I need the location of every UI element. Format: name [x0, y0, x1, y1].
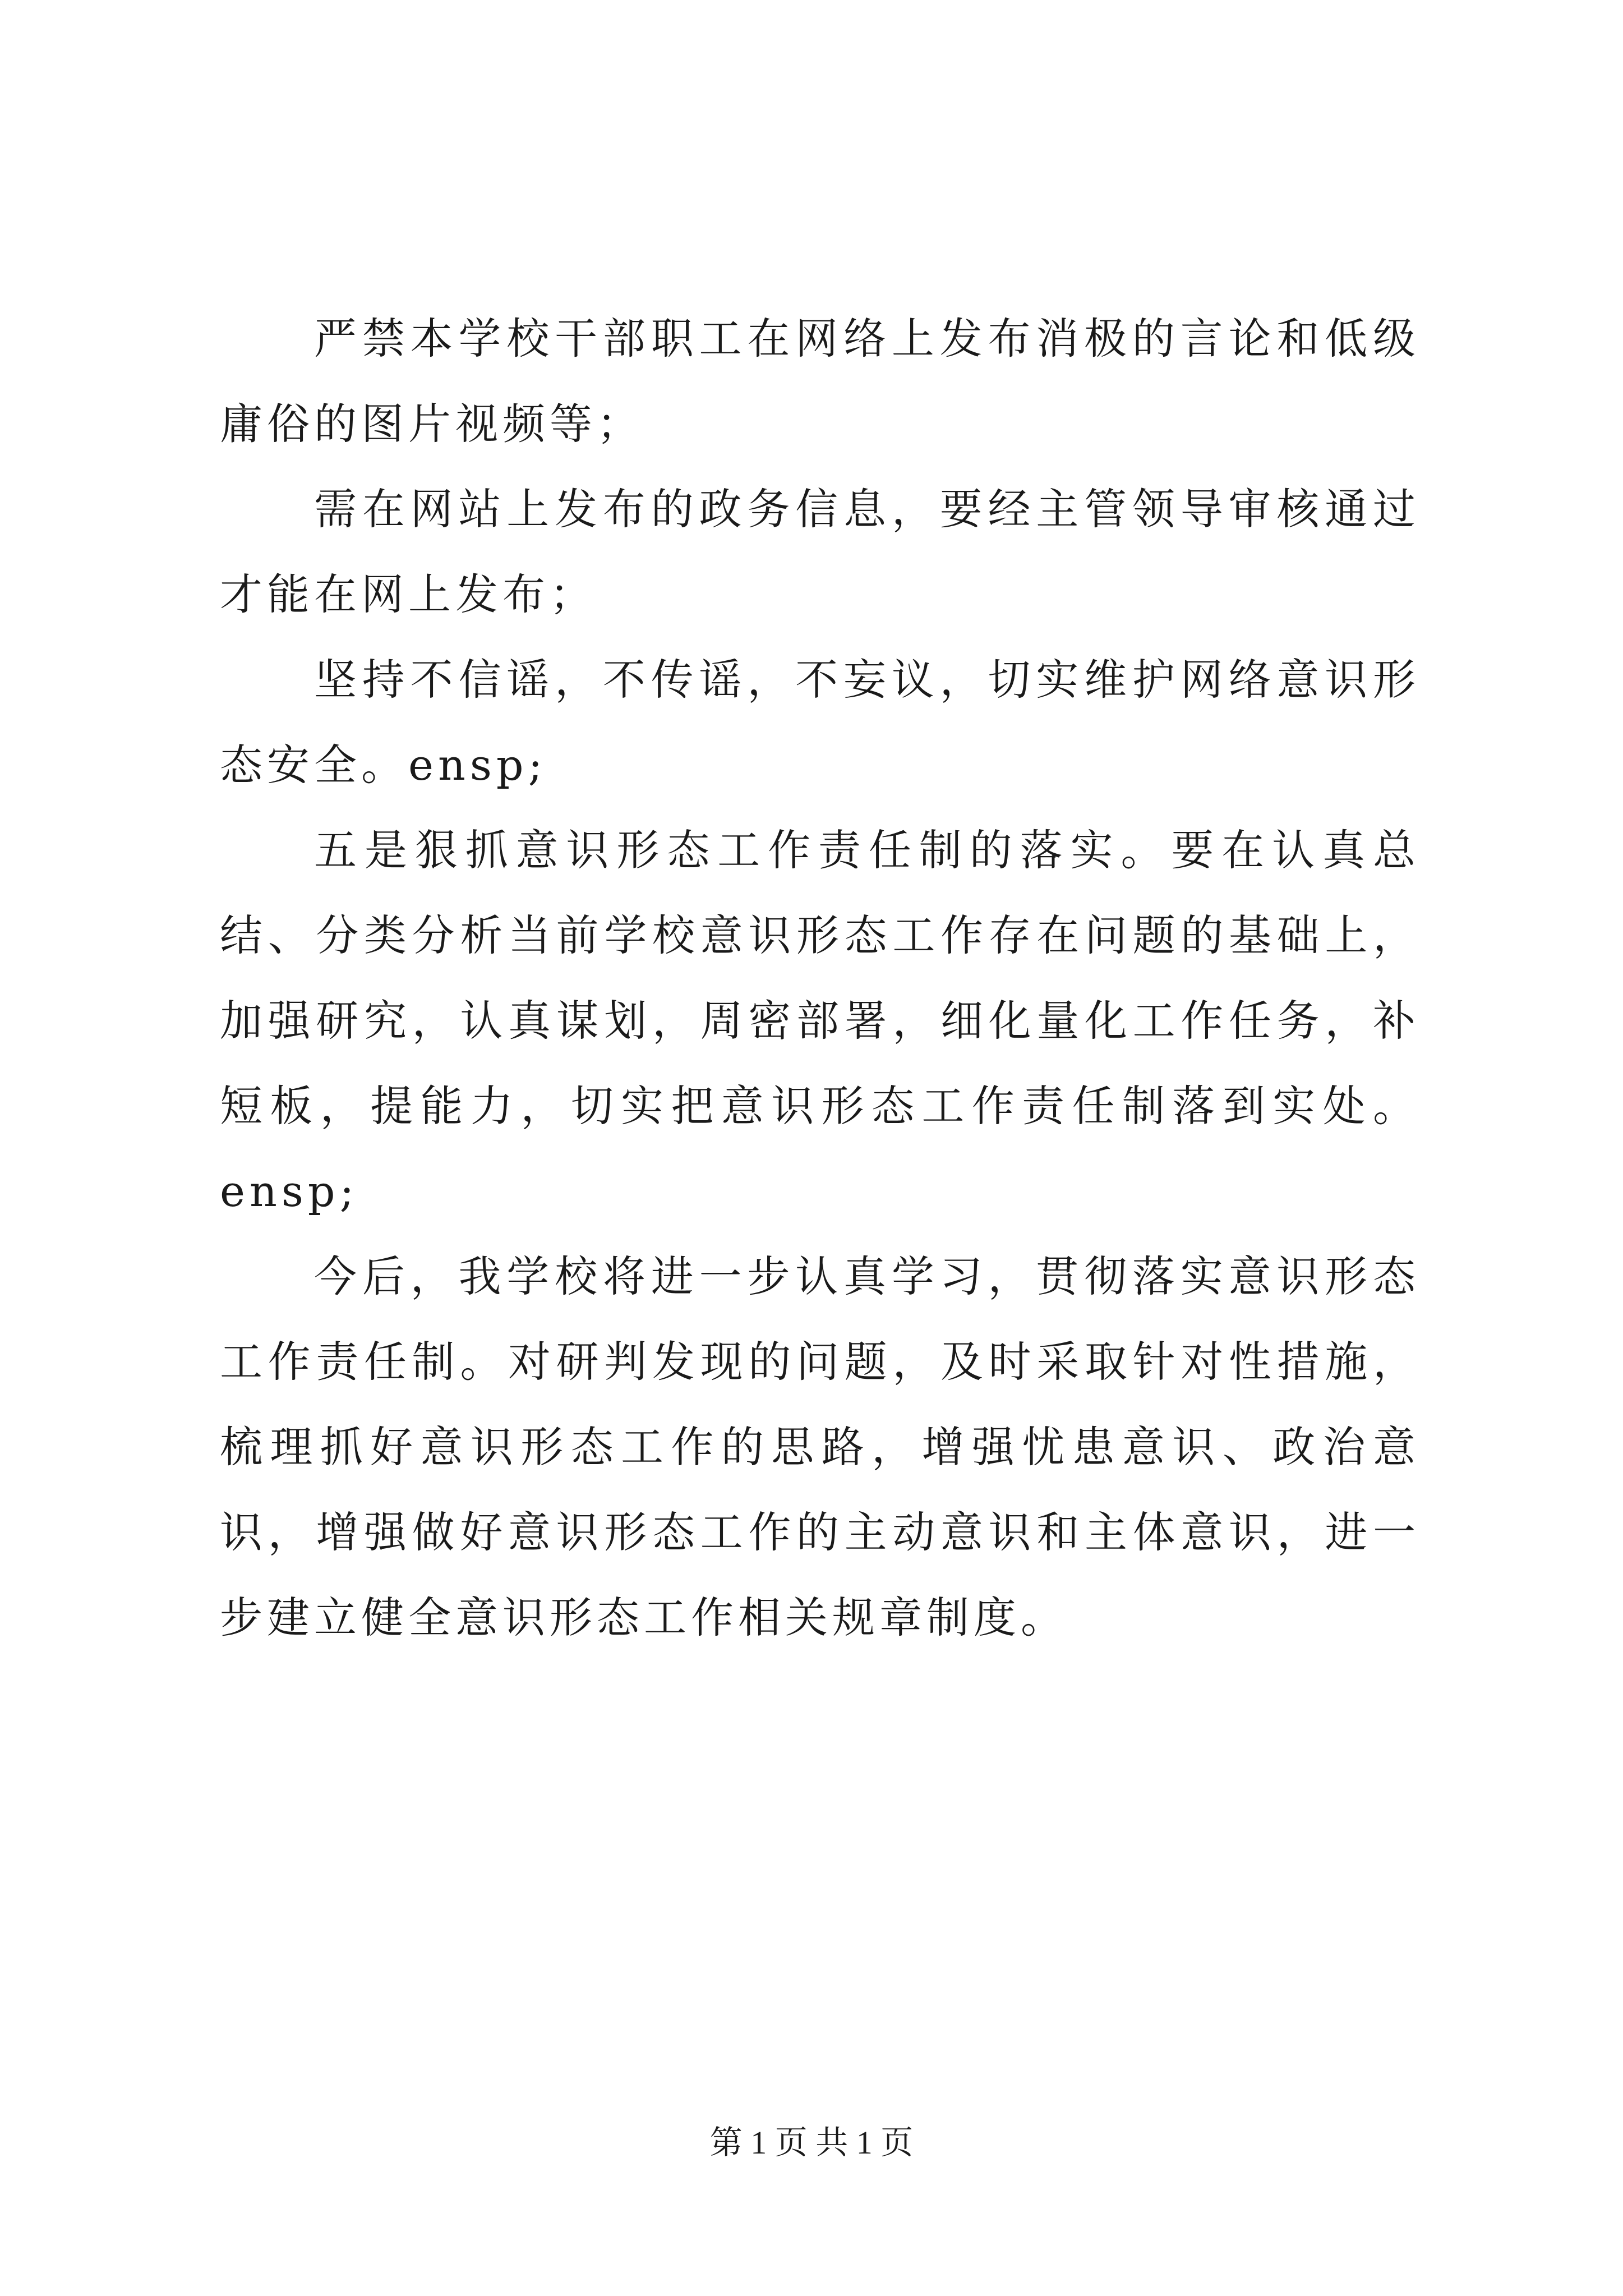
paragraph: 严禁本学校干部职工在网络上发布消极的言论和低级庸俗的图片视频等； — [220, 314, 1420, 449]
paragraph: 五是狠抓意识形态工作责任制的落实。要在认真总结、分类分析当前学校意识形态工作存在问题的基础上，加强研究，认真谋划，周密部署，细化量化工作任务，补短板，提能力，切实把意识形态工作责任制落到实处。ensp; — [220, 825, 1420, 1216]
page-number-label: 第 1 页 共 1 页 — [709, 2124, 914, 2161]
page-footer — [0, 2120, 1623, 2165]
paragraph: 需在网站上发布的政务信息，要经主管领导审核通过才能在网上发布； — [220, 484, 1420, 619]
document-body — [220, 296, 1420, 1660]
paragraph: 今后，我学校将进一步认真学习，贯彻落实意识形态工作责任制。对研判发现的问题，及时采取针对性措施，梳理抓好意识形态工作的思路，增强忧患意识、政治意识，增强做好意识形态工作的主动意识和主体意识，进一步建立健全意识形态工作相关规章制度。 — [220, 1251, 1420, 1642]
paragraph: 坚持不信谣，不传谣，不妄议，切实维护网络意识形态安全。ensp; — [220, 655, 1420, 790]
